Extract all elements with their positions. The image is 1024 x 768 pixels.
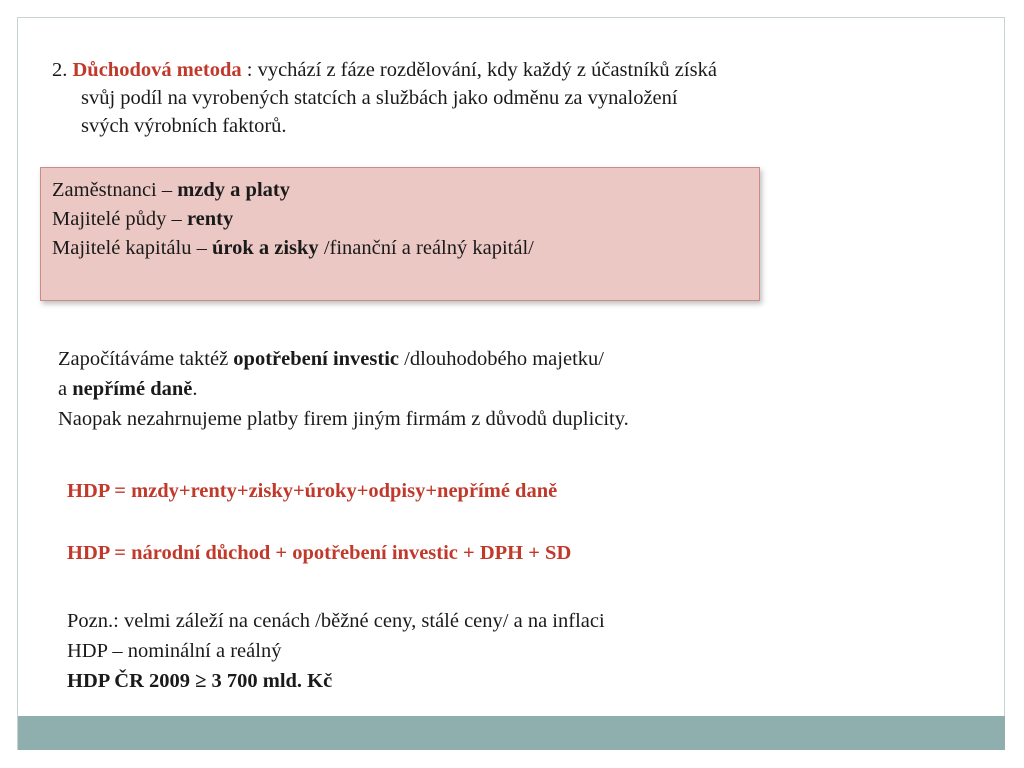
para-bold: nepřímé daně (72, 378, 193, 400)
box-row-bold: renty (186, 208, 234, 230)
para-text: /dlouhodobého majetku/ (399, 348, 604, 370)
intro-line-3: svých výrobních faktorů. (81, 115, 287, 137)
para-text: . (192, 378, 198, 400)
inclusion-paragraph (58, 344, 958, 434)
intro-line-1-rest: : vychází z fáze rozdělování, kdy každý z účastníků získá (246, 59, 717, 81)
para-text: Započítáváme taktéž (58, 348, 234, 370)
box-row-label: Majitelé kapitálu – (52, 237, 212, 259)
note-block (67, 606, 967, 696)
box-row-label: Majitelé půdy – (52, 208, 187, 230)
box-row-capital-owners (52, 234, 748, 263)
intro-paragraph (52, 56, 982, 140)
bottom-band (18, 716, 1005, 750)
para-bold: opotřebení investic (233, 348, 399, 370)
para-text: a (58, 378, 73, 400)
formula-hdp-income: HDP = mzdy+renty+zisky+úroky+odpisy+nepřímé daně (67, 480, 558, 502)
note-line-3: HDP ČR 2009 ≥ 3 700 mld. Kč (67, 670, 333, 692)
box-row-bold: úrok a zisky (211, 237, 319, 259)
box-row-employees (52, 176, 748, 205)
intro-term: Důchodová metoda (72, 59, 242, 81)
intro-line-2: svůj podíl na vyrobených statcích a službách jako odměnu za vynaložení (81, 87, 678, 109)
income-box (40, 167, 760, 301)
box-row-bold: mzdy a platy (177, 179, 290, 201)
intro-line-1 (52, 56, 982, 84)
box-row-rest: /finanční a reálný kapitál/ (318, 237, 534, 259)
box-row-label: Zaměstnanci – (52, 179, 178, 201)
intro-number: 2. (52, 59, 68, 81)
note-line-1: Pozn.: velmi záleží na cenách /běžné ceny, stálé ceny/ a na inflaci (67, 610, 605, 632)
box-row-landowners (52, 205, 748, 234)
para-line-1 (58, 344, 958, 374)
formula-hdp-national: HDP = národní důchod + opotřebení investic + DPH + SD (67, 542, 572, 564)
para-line-3: Naopak nezahrnujeme platby firem jiným firmám z důvodů duplicity. (58, 408, 629, 430)
note-line-2: HDP – nominální a reálný (67, 640, 282, 662)
para-line-2 (58, 374, 958, 404)
